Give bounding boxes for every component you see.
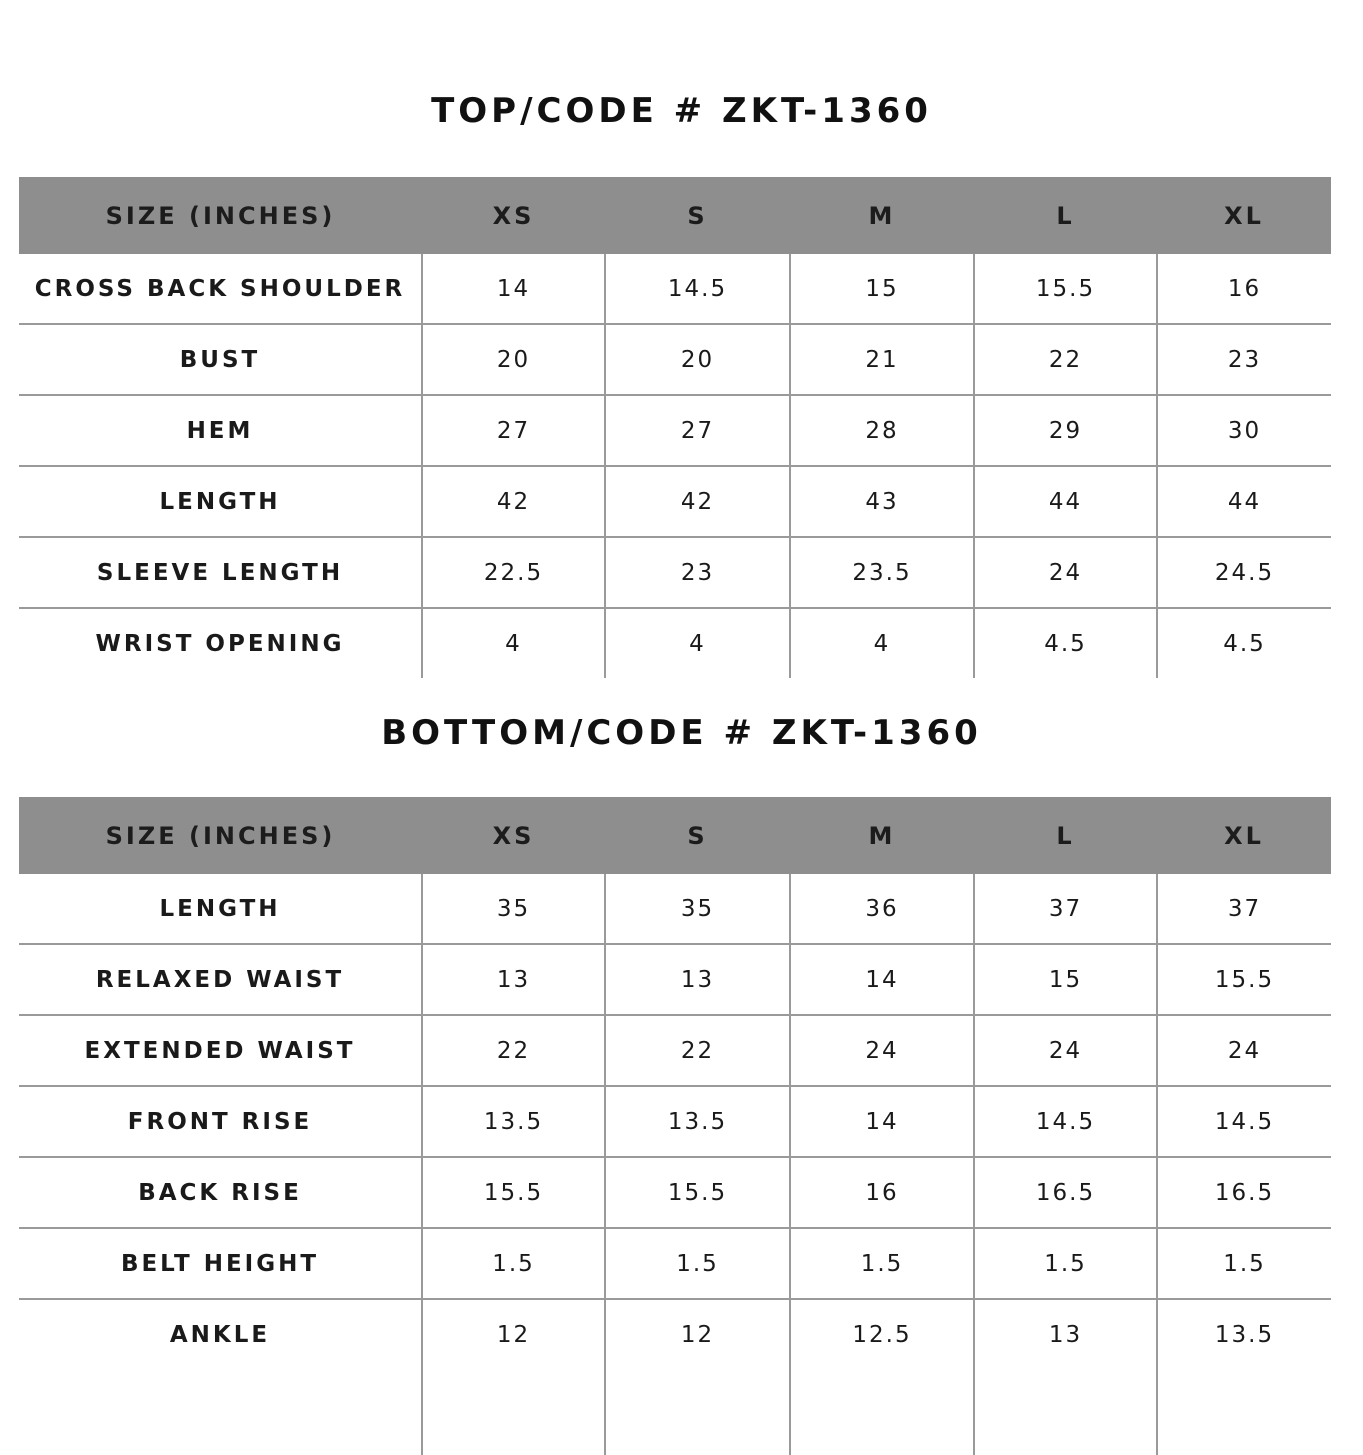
header-size-xs: XS	[422, 797, 605, 874]
header-size-s: S	[605, 797, 790, 874]
cell-value: 15.5	[1157, 944, 1331, 1015]
cell-value: 27	[422, 395, 605, 466]
table-row	[19, 1157, 1331, 1228]
cell-value: 1.5	[790, 1228, 974, 1299]
cell-value: 24	[790, 1015, 974, 1086]
header-size-l: L	[974, 177, 1157, 254]
cell-value: 24	[974, 1015, 1157, 1086]
cell-value: 14	[422, 254, 605, 324]
table-row	[19, 1086, 1331, 1157]
cell-value: 13	[974, 1299, 1157, 1455]
cell-value: 35	[422, 874, 605, 944]
row-label: ANKLE	[169, 1322, 271, 1348]
cell-value: 12.5	[790, 1299, 974, 1455]
cell-value: 15.5	[974, 254, 1157, 324]
cell-value: 21	[790, 324, 974, 395]
row-label: HEM	[19, 395, 422, 466]
table-row	[19, 1015, 1331, 1086]
cell-value: 15.5	[422, 1157, 605, 1228]
table-row	[19, 254, 1331, 324]
table-row	[19, 395, 1331, 466]
cell-value: 22	[422, 1015, 605, 1086]
cell-value: 16	[790, 1157, 974, 1228]
table-row	[19, 466, 1331, 537]
cell-value: 42	[605, 466, 790, 537]
cell-value: 4	[605, 608, 790, 678]
row-label: BUST	[19, 324, 422, 395]
cell-value: 35	[605, 874, 790, 944]
row-label: CROSS BACK SHOULDER	[19, 254, 422, 324]
top-header-row	[19, 177, 1331, 254]
cell-value: 28	[790, 395, 974, 466]
header-size-xl: XL	[1157, 797, 1331, 874]
header-size-s: S	[605, 177, 790, 254]
cell-value: 4	[790, 608, 974, 678]
cell-value: 15	[790, 254, 974, 324]
cell-value: 27	[605, 395, 790, 466]
table-row	[19, 1299, 1331, 1455]
cell-value: 13.5	[605, 1086, 790, 1157]
cell-value: 12	[422, 1299, 605, 1455]
cell-value: 13.5	[1157, 1299, 1331, 1455]
table-row	[19, 1228, 1331, 1299]
cell-value: 16.5	[1157, 1157, 1331, 1228]
cell-value: 14.5	[1157, 1086, 1331, 1157]
top-section-title: TOP/CODE # ZKT-1360	[431, 91, 932, 131]
cell-value: 14	[790, 1086, 974, 1157]
header-size-m: M	[790, 797, 974, 874]
cell-value: 14.5	[974, 1086, 1157, 1157]
table-row	[19, 874, 1331, 944]
cell-value: 15.5	[605, 1157, 790, 1228]
header-size-label: SIZE (INCHES)	[19, 797, 422, 874]
cell-value: 1.5	[605, 1228, 790, 1299]
row-label: BELT HEIGHT	[19, 1228, 422, 1299]
cell-value: 36	[790, 874, 974, 944]
cell-value: 22	[974, 324, 1157, 395]
cell-value: 4	[422, 608, 605, 678]
cell-value: 13	[422, 944, 605, 1015]
cell-value: 1.5	[1157, 1228, 1331, 1299]
cell-value: 13	[605, 944, 790, 1015]
cell-value: 24	[974, 537, 1157, 608]
cell-value: 14.5	[605, 254, 790, 324]
cell-value: 16.5	[974, 1157, 1157, 1228]
top-size-table	[19, 177, 1331, 678]
cell-value: 13.5	[422, 1086, 605, 1157]
header-size-label: SIZE (INCHES)	[19, 177, 422, 254]
header-size-xs: XS	[422, 177, 605, 254]
table-row	[19, 944, 1331, 1015]
cell-value: 1.5	[422, 1228, 605, 1299]
cell-value: 37	[974, 874, 1157, 944]
cell-value: 22	[605, 1015, 790, 1086]
row-label: LENGTH	[19, 466, 422, 537]
table-row	[19, 324, 1331, 395]
table-row	[19, 537, 1331, 608]
cell-value: 43	[790, 466, 974, 537]
cell-value: 24	[1157, 1015, 1331, 1086]
bottom-size-table	[19, 797, 1331, 1455]
bottom-header-row	[19, 797, 1331, 874]
cell-value: 23.5	[790, 537, 974, 608]
cell-value: 23	[1157, 324, 1331, 395]
cell-value: 20	[605, 324, 790, 395]
cell-value: 1.5	[974, 1228, 1157, 1299]
cell-value: 44	[1157, 466, 1331, 537]
cell-value: 37	[1157, 874, 1331, 944]
cell-value: 24.5	[1157, 537, 1331, 608]
row-label: LENGTH	[19, 874, 422, 944]
cell-value: 30	[1157, 395, 1331, 466]
cell-value: 4.5	[974, 608, 1157, 678]
cell-value: 29	[974, 395, 1157, 466]
cell-value: 15	[974, 944, 1157, 1015]
row-label: SLEEVE LENGTH	[19, 537, 422, 608]
cell-value: 16	[1157, 254, 1331, 324]
cell-value: 42	[422, 466, 605, 537]
header-size-l: L	[974, 797, 1157, 874]
row-label: FRONT RISE	[19, 1086, 422, 1157]
row-label: WRIST OPENING	[95, 630, 345, 657]
cell-value: 12	[605, 1299, 790, 1455]
bottom-section-title: BOTTOM/CODE # ZKT-1360	[381, 713, 982, 753]
table-row	[19, 608, 1331, 678]
cell-value: 20	[422, 324, 605, 395]
header-size-m: M	[790, 177, 974, 254]
row-label: RELAXED WAIST	[19, 944, 422, 1015]
cell-value: 22.5	[422, 537, 605, 608]
cell-value: 23	[605, 537, 790, 608]
header-size-xl: XL	[1157, 177, 1331, 254]
row-label: BACK RISE	[19, 1157, 422, 1228]
cell-value: 14	[790, 944, 974, 1015]
row-label: EXTENDED WAIST	[19, 1015, 422, 1086]
cell-value: 4.5	[1157, 608, 1331, 678]
cell-value: 44	[974, 466, 1157, 537]
